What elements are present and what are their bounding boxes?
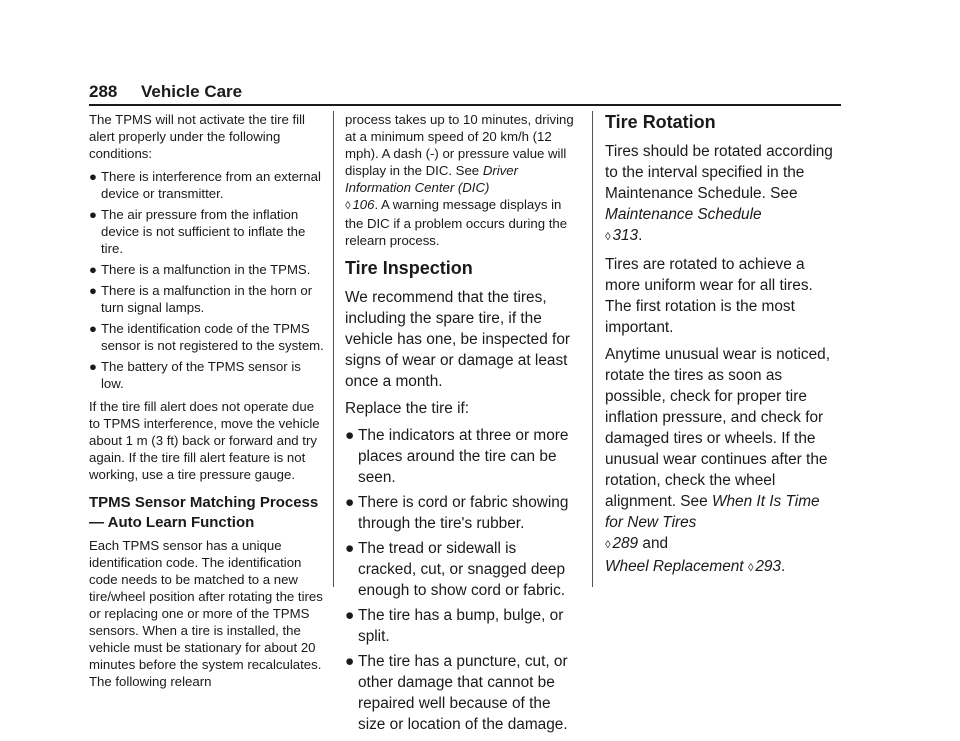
column-divider — [592, 111, 593, 587]
list-item: ● There is interference from an external device or transmitter. — [89, 169, 321, 201]
paragraph: Each TPMS sensor has a unique identification code. The identification code needs to be matched to a new tire/wheel position after rotating the tires or replacing one or more of the TPMS sensors. When a tire is installed, the vehicle must be stationary for about 20 minutes before the system recalculates. The following relearn — [89, 538, 323, 689]
bullet-icon: ● — [89, 359, 97, 374]
paragraph: Replace the tire if: — [345, 400, 470, 417]
list-item: ● The tire has a bump, bulge, or split. — [345, 607, 564, 645]
cross-reference-link[interactable]: Maintenance Schedule ◊ 313 — [605, 206, 762, 244]
section-title: Vehicle Care — [141, 82, 243, 101]
bullet-icon: ● — [345, 427, 355, 444]
list-item: ● There is a malfunction in the TPMS. — [89, 262, 311, 277]
bullet-icon: ● — [89, 207, 97, 222]
paragraph: We recommend that the tires, including the spare tire, if the vehicle has one, be inspected for signs of wear or damage at least once a month. — [345, 289, 571, 390]
list-item: ● The indicators at three or more places around the tire can be seen. — [345, 427, 569, 486]
list-item: ● The tire has a puncture, cut, or other damage that cannot be repaired well because of the size or location of the damage. — [345, 653, 568, 733]
bullet-icon: ● — [89, 321, 97, 336]
page-header — [89, 82, 841, 106]
paragraph: Anytime unusual wear is noticed, rotate the tires as soon as possible, check for proper tire inflation pressure, and check for damaged tires or wheels. If the unusual wear continues after the rotation, check the wheel alignment. See When It Is Time for New Tires ◊ 289 and Wheel Replacement ◊ 293. — [605, 346, 830, 575]
list-item: ● The air pressure from the inflation device is not sufficient to inflate the tire. — [89, 207, 306, 256]
list-item: ● The tread or sidewall is cracked, cut, or snagged deep enough to show cord or fabric. — [345, 540, 566, 599]
paragraph: process takes up to 10 minutes, driving at a minimum speed of 20 km/h (12 mph). A dash (-) or pressure value will display in the DIC. See Driver Information Center (DIC) ◊ 106. A warning message displays in the DIC if a problem occurs during the relearn process. — [345, 112, 574, 248]
header-rule — [89, 104, 841, 106]
column-1 — [89, 111, 325, 696]
paragraph: Tires should be rotated according to the interval specified in the Maintenance Schedule. See Maintenance Schedule ◊ 313. — [605, 143, 833, 244]
bullet-icon: ● — [345, 607, 355, 624]
paragraph: Tires are rotated to achieve a more uniform wear for all tires. The first rotation is the most important. — [605, 256, 813, 336]
section-heading: Tire Rotation — [605, 112, 716, 132]
bullet-icon: ● — [89, 283, 97, 298]
list-item: ● There is cord or fabric showing through the tire's rubber. — [345, 494, 569, 532]
bullet-icon: ● — [345, 653, 355, 670]
column-2 — [345, 111, 577, 741]
bullet-icon: ● — [89, 262, 97, 277]
section-heading: Tire Inspection — [345, 258, 473, 278]
bullet-list — [345, 425, 577, 735]
cross-reference-link[interactable]: When It Is Time for New Tires ◊ 289 — [605, 493, 820, 552]
list-item: ● The identification code of the TPMS sensor is not registered to the system. — [89, 321, 324, 353]
reference-arrow-icon: ◊ — [345, 200, 351, 212]
subheading: TPMS Sensor Matching Process — Auto Learn Function — [89, 494, 319, 531]
bullet-icon: ● — [345, 494, 355, 511]
column-3 — [605, 111, 841, 585]
cross-reference-link[interactable]: Wheel Replacement ◊ 293 — [605, 558, 781, 575]
list-item: ● The battery of the TPMS sensor is low. — [89, 359, 301, 391]
column-divider — [333, 111, 334, 587]
bullet-icon: ● — [345, 540, 355, 557]
reference-arrow-icon: ◊ — [605, 539, 611, 551]
paragraph: If the tire fill alert does not operate due to TPMS interference, move the vehicle about 1 m (3 ft) back or forward and try again. If the tire fill alert feature is not working, use a tire pressure gauge. — [89, 399, 320, 482]
page-number: 288 — [89, 82, 118, 101]
bullet-list — [89, 168, 325, 392]
bullet-icon: ● — [89, 169, 97, 184]
reference-arrow-icon: ◊ — [747, 562, 754, 574]
cross-reference-link[interactable]: Driver Information Center (DIC) ◊ 106 — [345, 163, 518, 212]
paragraph: The TPMS will not activate the tire fill alert properly under the following conditions: — [89, 112, 305, 161]
list-item: ● There is a malfunction in the horn or turn signal lamps. — [89, 283, 313, 315]
reference-arrow-icon: ◊ — [605, 231, 611, 243]
